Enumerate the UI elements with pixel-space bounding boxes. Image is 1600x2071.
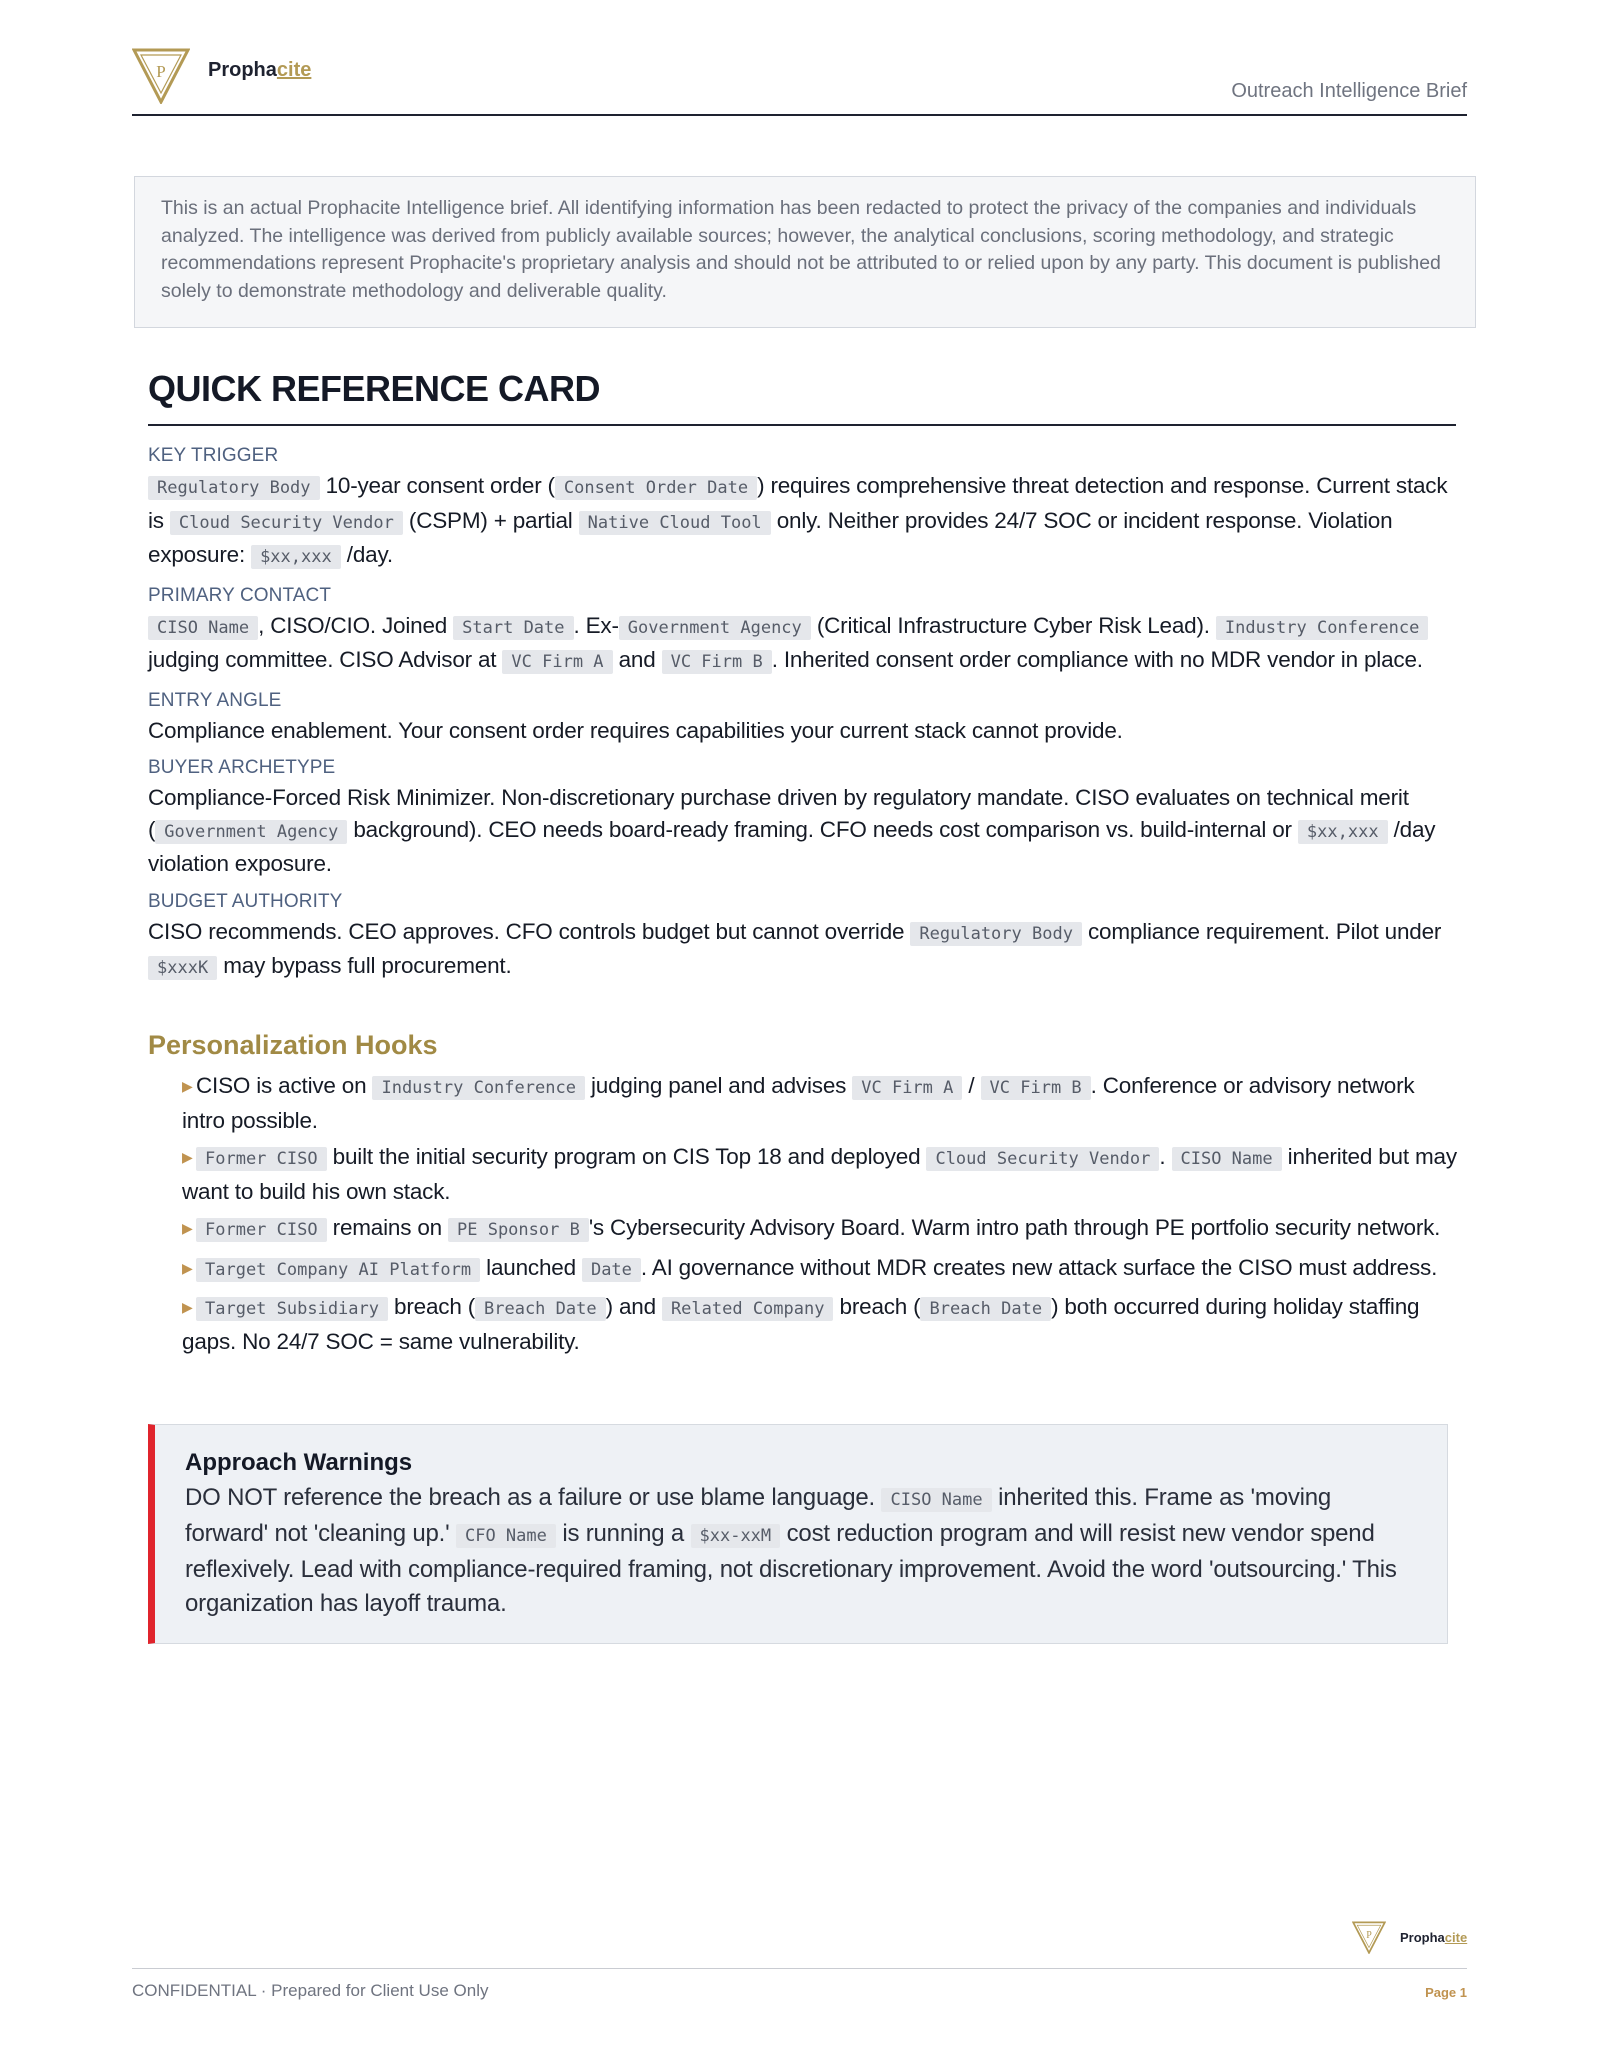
redacted-placeholder: Cloud Security Vendor <box>170 511 403 535</box>
page-number: Page 1 <box>1425 1985 1467 2000</box>
redacted-placeholder: VC Firm A <box>852 1076 962 1100</box>
brand-wordmark: Prophacite <box>208 58 312 81</box>
redacted-placeholder: Native Cloud Tool <box>579 511 771 535</box>
redacted-placeholder: PE Sponsor B <box>448 1218 589 1242</box>
redacted-placeholder: CISO Name <box>1172 1147 1282 1171</box>
page-header <box>132 44 1467 116</box>
svg-text:P: P <box>1366 1930 1372 1942</box>
redacted-placeholder: CISO Name <box>881 1488 991 1512</box>
field-entry-angle <box>148 689 1468 747</box>
triangle-bullet-icon: ▶ <box>182 1299 193 1315</box>
field-value: Compliance-Forced Risk Minimizer. Non-discretionary purchase driven by regulatory mandate. CISO evaluates on technical merit ( Government Agency background). CEO needs board-ready framing. CFO needs cost comparison vs. build-internal or $xx,xxx /day violation exposure. <box>148 785 1436 876</box>
triangle-bullet-icon: ▶ <box>182 1259 193 1276</box>
brand-wordmark: Prophacite <box>1400 1929 1468 1945</box>
triangle-bullet-icon: ▶ <box>182 1078 193 1094</box>
list-item: ▶ Former CISO remains on PE Sponsor B 's Cybersecurity Advisory Board. Warm intro path through PE portfolio security network. <box>182 1212 1462 1247</box>
redacted-placeholder: VC Firm B <box>981 1076 1091 1100</box>
redacted-placeholder: Breach Date <box>920 1297 1051 1321</box>
warning-title: Approach Warnings <box>185 1449 413 1476</box>
confidential-notice: CONFIDENTIAL · Prepared for Client Use Only <box>132 1981 489 2000</box>
field-key-trigger <box>148 444 1468 574</box>
triangle-bullet-icon: ▶ <box>182 1220 193 1236</box>
list-item: ▶ CISO is active on Industry Conference judging panel and advises VC Firm A / VC Firm B . Conference or advisory network intro possible. <box>182 1073 1415 1133</box>
triangle-shield-icon <box>132 46 190 104</box>
document-type: Outreach Intelligence Brief <box>1231 80 1467 102</box>
redacted-placeholder: Target Company AI Platform <box>196 1258 480 1282</box>
redacted-placeholder: Cloud Security Vendor <box>926 1147 1159 1171</box>
field-label: BUDGET AUTHORITY <box>148 890 343 912</box>
svg-text:P: P <box>156 62 166 81</box>
field-value: Compliance enablement. Your consent order requires capabilities your current stack cannot provide. <box>148 717 1123 743</box>
list-item: ▶ Former CISO built the initial security program on CIS Top 18 and deployed Cloud Security Vendor . CISO Name inherited but may want to build his own stack. <box>182 1144 1457 1204</box>
redacted-placeholder: Target Subsidiary <box>196 1297 388 1321</box>
hooks-list <box>182 1070 1462 1362</box>
field-label: ENTRY ANGLE <box>148 689 282 711</box>
redacted-placeholder: $xxxK <box>148 956 217 980</box>
redacted-placeholder: Related Company <box>662 1297 834 1321</box>
redacted-placeholder: VC Firm A <box>502 650 612 674</box>
field-value: CISO Name , CISO/CIO. Joined Start Date . Ex- Government Agency (Critical Infrastructure Cyber Risk Lead). Industry Conference judging committee. CISO Advisor at VC Firm A and VC Firm B . Inherited consent order compliance with no MDR vendor in place. <box>148 610 1468 679</box>
field-primary-contact <box>148 584 1468 679</box>
field-value: CISO recommends. CEO approves. CFO controls budget but cannot override Regulatory Body compliance requirement. Pilot under $xxxK may bypass full procurement. <box>148 918 1442 978</box>
redacted-placeholder: VC Firm B <box>662 650 772 674</box>
redacted-placeholder: Industry Conference <box>372 1076 584 1100</box>
field-budget-authority <box>148 890 1468 985</box>
redacted-placeholder: $xx,xxx <box>251 545 341 569</box>
redacted-placeholder: CISO Name <box>148 616 258 640</box>
redacted-placeholder: Breach Date <box>475 1297 606 1321</box>
redacted-placeholder: Regulatory Body <box>148 476 320 500</box>
triangle-bullet-icon: ▶ <box>182 1149 193 1165</box>
section-title: QUICK REFERENCE CARD <box>148 368 1456 426</box>
field-value: Regulatory Body 10-year consent order ( Consent Order Date ) requires comprehensive threat detection and response. Current stack is Cloud Security Vendor (CSPM) + partial Native Cloud Tool only. Neither provides 24/7 SOC or incident response. Violation exposure: $xx,xxx /day. <box>148 473 1448 567</box>
triangle-shield-icon <box>1352 1920 1386 1954</box>
redacted-placeholder: CFO Name <box>456 1524 556 1548</box>
redacted-placeholder: Former CISO <box>196 1218 327 1242</box>
redacted-placeholder: Industry Conference <box>1216 616 1428 640</box>
brand-logo <box>132 46 311 104</box>
redacted-placeholder: Consent Order Date <box>555 476 757 500</box>
redacted-placeholder: Former CISO <box>196 1147 327 1171</box>
field-label: KEY TRIGGER <box>148 445 279 466</box>
disclaimer-box: This is an actual Prophacite Intelligence brief. All identifying information has been redacted to protect the privacy of the companies and individuals analyzed. The intelligence was derived from publicly available sources; however, the analytical conclusions, scoring methodology, and strategic recommendations represent Prophacite's proprietary analysis and should not be attributed to or relied upon by any party. This document is published solely to demonstrate methodology and deliverable quality. <box>134 176 1476 328</box>
list-item: ▶ Target Company AI Platform launched Date . AI governance without MDR creates new attack surface the CISO must address. <box>182 1252 1462 1287</box>
list-item: ▶ Target Subsidiary breach ( Breach Date ) and Related Company breach ( Breach Date ) both occurred during holiday staffing gaps. No 24/7 SOC = same vulnerability. <box>182 1294 1420 1354</box>
redacted-placeholder: Government Agency <box>155 820 347 844</box>
field-label: BUYER ARCHETYPE <box>148 757 336 778</box>
field-label: PRIMARY CONTACT <box>148 584 332 606</box>
field-buyer-archetype <box>148 756 1468 880</box>
redacted-placeholder: $xx,xxx <box>1298 820 1388 844</box>
reference-fields <box>148 444 1468 995</box>
warning-text: DO NOT reference the breach as a failure or use blame language. CISO Name inherited this. Frame as 'moving forward' not 'cleaning up.' CFO Name is running a $xx-xxM cost reduction program and will resist new vendor spend reflexively. Lead with compliance-required framing, not discretionary improvement. Avoid the word 'outsourcing.' This organization has layoff trauma. <box>185 1484 1397 1617</box>
hooks-title: Personalization Hooks <box>148 1030 438 1060</box>
redacted-placeholder: $xx-xxM <box>691 1524 781 1548</box>
footer-logo <box>1352 1920 1467 1954</box>
redacted-placeholder: Date <box>582 1258 641 1282</box>
redacted-placeholder: Regulatory Body <box>910 922 1082 946</box>
redacted-placeholder: Start Date <box>453 616 573 640</box>
page-footer <box>132 1968 1467 2001</box>
approach-warnings-box <box>148 1424 1448 1644</box>
redacted-placeholder: Government Agency <box>619 616 811 640</box>
